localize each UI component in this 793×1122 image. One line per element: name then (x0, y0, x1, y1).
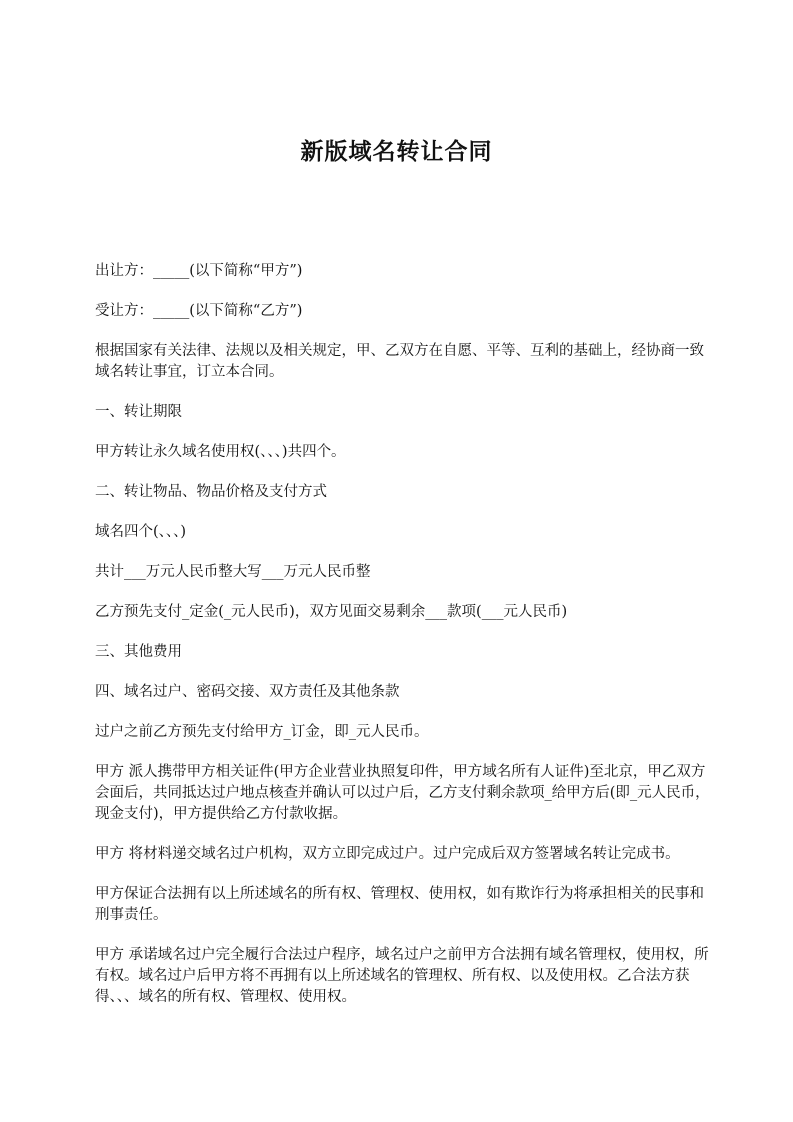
paragraph-transferee: 受让方：_____(以下简称“乙方”) (95, 303, 303, 319)
paragraph-prepayment: 过户之前乙方预先支付给甲方_订金，即_元人民币。 (95, 724, 429, 740)
paragraph-guarantee: 甲方保证合法拥有以上所述域名的所有权、管理权、使用权，如有欺诈行为将承担相关的民事和刑事责任。 (95, 886, 704, 923)
section-heading-transfer: 四、域名过户、密码交接、双方责任及其他条款 (95, 684, 400, 700)
paragraph-total: 共计___万元人民币整大写___万元人民币整 (95, 564, 371, 580)
section-heading-price: 二、转让物品、物品价格及支付方式 (95, 484, 327, 500)
paragraph-domains: 域名四个(、、、) (95, 524, 187, 540)
paragraph-commitment: 甲方 承诺域名过户完全履行合法过户程序，域名过户之前甲方合法拥有域名管理权，使用权，所有权。域名过户后甲方将不再拥有以上所述域名的管理权、所有权、以及使用权。乙合法方获得、、、域名的所有权、管理权、使用权。 (95, 947, 709, 1005)
paragraph-meeting: 甲方 派人携带甲方相关证件(甲方企业营业执照复印件，甲方域名所有人证件)至北京，甲乙双方会面后，共同抵达过户地点核查并确认可以过户后，乙方支付剩余款项_给甲方后(即_元人民币，现金支付)，甲方提供给乙方付款收据。 (95, 764, 710, 822)
paragraph-submission: 甲方 将材料递交域名过户机构，双方立即完成过户。过户完成后双方签署域名转让完成书。 (95, 846, 680, 862)
document-body (95, 261, 715, 1027)
paragraph-transferor: 出让方：_____(以下简称“甲方”) (95, 263, 303, 279)
document-title: 新版域名转让合同 (300, 139, 493, 165)
paragraph-preamble: 根据国家有关法律、法规以及相关规定，甲、乙双方在自愿、平等、互利的基础上，经协商一致域名转让事宜，订立本合同。 (95, 343, 704, 380)
section-heading-fees: 三、其他费用 (95, 644, 182, 660)
paragraph-term: 甲方转让永久域名使用权(、、、)共四个。 (95, 444, 346, 460)
paragraph-deposit: 乙方预先支付_定金(_元人民币)，双方见面交易剩余___款项(___元人民币) (95, 604, 568, 620)
section-heading-term: 一、转让期限 (95, 404, 182, 420)
